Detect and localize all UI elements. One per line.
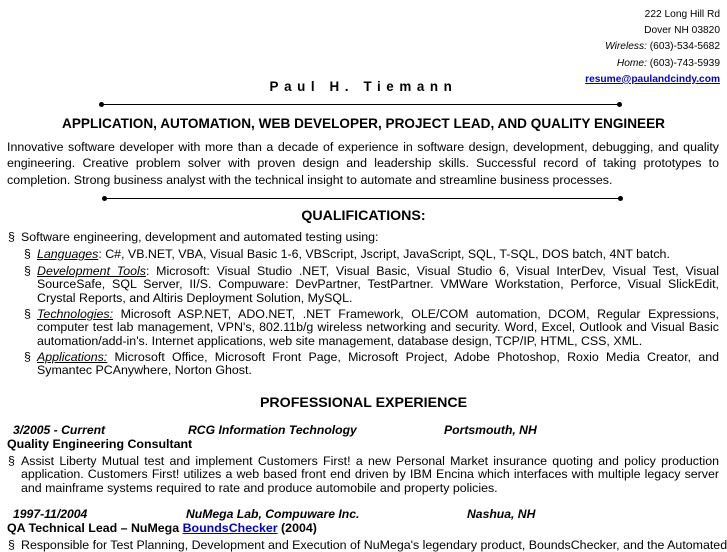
- job-bullet: [8, 454, 719, 495]
- qual-item: [24, 264, 719, 305]
- qual-text: : Microsoft: Visual Studio .NET, Visual Basic, Visual Studio 6, Visual InterDev, Visual Test, Visual SourceSafe, SQL Server, II/S. Compuware: DevPartner, TestPartner. VMWare Workstation, Perforce, Visual SlickEdit, Crystal Reports, and Altiris Deployment Solution, MySQL.: [37, 264, 719, 305]
- email-link[interactable]: resume@paulandcindy.com: [585, 73, 720, 85]
- qual-item: [24, 247, 719, 261]
- qual-label: Applications:: [37, 350, 108, 364]
- job-title: Quality Engineering Consultant: [7, 437, 193, 451]
- wireless-label: Wireless:: [605, 41, 647, 53]
- experience-heading: PROFESSIONAL EXPERIENCE: [259, 395, 468, 411]
- home-number: (603)-743-5939: [649, 57, 720, 69]
- divider-rule: [101, 104, 620, 105]
- qual-label: Technologies:: [37, 307, 114, 321]
- home-label: Home:: [616, 57, 647, 69]
- contact-city: Dover NH 03820: [644, 25, 720, 37]
- qual-label: Languages: [37, 247, 99, 261]
- bullet-icon: §: [8, 454, 15, 468]
- job-dates: 1997-11/2004: [13, 507, 88, 521]
- job-bullet-text: Assist Liberty Mutual test and implement Customers First! a new Personal Market insurance quoting and policy production application. Customers First! utilizes a web based front end driven by IBM Encina which interfaces with multiple legacy server and mainframe systems required to rate and produce automobile and property policies.: [21, 454, 719, 495]
- qual-label: Development Tools: [37, 264, 146, 278]
- divider-rule: [104, 198, 621, 199]
- qual-text: Microsoft Office, Microsoft Front Page, Microsoft Project, Adobe Photoshop, Roxio Media Creator, and Symantec PCAnywhere, Norton Ghost.: [37, 350, 719, 378]
- contact-home: [585, 56, 720, 72]
- intro-text: Software engineering, development and automated testing using:: [21, 230, 379, 244]
- bullet-icon: §: [24, 247, 31, 261]
- job-title-suffix: (2004): [277, 521, 317, 535]
- job-location: Portsmouth, NH: [444, 423, 537, 437]
- bullet-icon: §: [24, 264, 31, 278]
- bullet-icon: §: [24, 350, 31, 364]
- job-location: Nashua, NH: [467, 507, 536, 521]
- qualifications-intro: [8, 230, 719, 244]
- job-bullet: [8, 538, 727, 552]
- bullet-icon: §: [8, 538, 15, 552]
- summary-paragraph: Innovative software developer with more than a decade of experience in software design, development, debugging, and quality engineering. Creative problem solver with proven design and leadership skills. Successful record of taking prototypes to completion. Strong business analyst with the technical insight to automate and streamline business processes.: [7, 140, 719, 187]
- job-bullet-text: Responsible for Test Planning, Development and Execution of NuMega's legendary product, BoundsChecker, and the Automated: [21, 538, 727, 552]
- qualifications-heading: QUALIFICATIONS:: [301, 208, 426, 224]
- qual-text: Microsoft ASP.NET, ADO.NET, .NET Framework, OLE/COM automation, DCOM, Regular Expressions, computer test lab management, VPN's, 802.11b/g wireless networking and security. Word, Excel, Outlook and Visual Basic automation/add-in's. Internet applications, web site management, database design, TCP/IP, HTML, CSS, XML.: [37, 307, 719, 348]
- job-company: NuMega Lab, Compuware Inc.: [186, 507, 360, 521]
- job-dates: 3/2005 - Current: [13, 423, 106, 437]
- resume-title: APPLICATION, AUTOMATION, WEB DEVELOPER, PROJECT LEAD, AND QUALITY ENGINEER: [62, 116, 665, 131]
- qual-text: : C#, VB.NET, VBA, Visual Basic 1-6, VBScript, Jscript, JavaScript, SQL, T-SQL, DOS batch, 4NT batch.: [98, 247, 670, 261]
- contact-wireless: [585, 39, 720, 55]
- person-name: Paul H. Tiemann: [269, 79, 458, 94]
- contact-street: 222 Long Hill Rd: [644, 9, 720, 20]
- boundschecker-link[interactable]: BoundsChecker: [182, 521, 278, 535]
- qual-item: [24, 350, 719, 378]
- job-company: RCG Information Technology: [188, 423, 357, 437]
- contact-block: [585, 7, 720, 88]
- bullet-icon: §: [8, 230, 15, 244]
- job-title-prefix: QA Technical Lead – NuMega: [7, 521, 183, 535]
- wireless-number: (603)-534-5682: [649, 41, 720, 53]
- qual-item: [24, 307, 719, 348]
- bullet-icon: §: [24, 307, 31, 321]
- job-title: [7, 522, 317, 534]
